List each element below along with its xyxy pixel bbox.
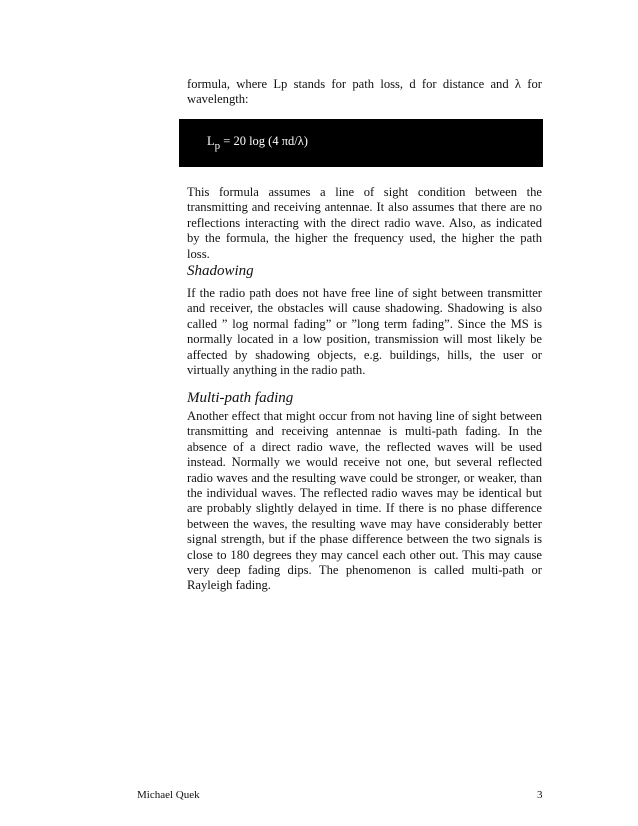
line-of-sight-paragraph: This formula assumes a line of sight condition between the transmitting and receiving antennae. It also assumes that there are no reflections interacting with the direct radio wave. Also, as indicated by the formula, the higher the frequency used, the higher the path loss. [187,185,542,261]
shadowing-heading: Shadowing [187,263,254,279]
multipath-heading: Multi-path fading [187,390,294,406]
formula-rhs: = 20 log (4 πd/λ) [220,134,308,148]
shadowing-paragraph: If the radio path does not have free line of sight between transmitter and receiver, the obstacles will cause shadowing. Shadowing is also called ” log normal fading” or ”long term fading”. Since the MS is normally located in a low position, transmission will most likely be affected by shadowing objects, e.g. buildings, hills, the user or virtually anything in the radio path. [187,286,542,378]
formula-box [179,119,543,167]
formula-lhs: L [207,134,215,148]
page-number: 3 [537,789,543,801]
path-loss-formula [207,133,308,150]
formula-subscript: p [214,140,221,152]
intro-paragraph: formula, where Lp stands for path loss, d for distance and λ for wavelength: [187,77,542,107]
multipath-paragraph: Another effect that might occur from not having line of sight between transmitting and receiving antennae is multi-path fading. In the absence of a direct radio wave, the reflected waves will be used instead. Normally we would receive not one, but several reflected radio waves and the resulting wave could be stronger, or weaker, than the individual waves. The reflected radio waves may be identical but are probably slightly delayed in time. If there is no phase difference between the waves, the resulting wave may have considerably better signal strength, but if the phase difference between the two signals is close to 180 degrees they may cancel each other out. This may cause very deep fading dips. The phenomenon is called multi-path or Rayleigh fading. [187,409,542,593]
footer-author: Michael Quek [137,789,200,801]
